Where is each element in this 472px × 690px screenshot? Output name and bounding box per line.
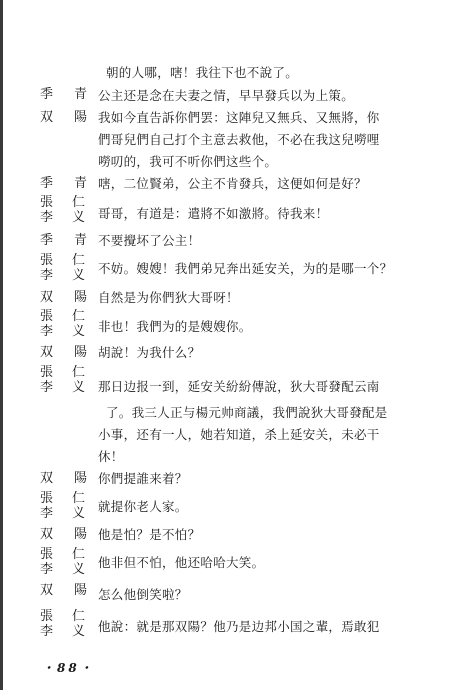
dialogue-line: 我如今直告訴你們罢：这陣兒又無兵、又無將，你 [98, 110, 380, 125]
dialogue-line: 非也！我們为的是嫂嫂你。 [98, 319, 252, 334]
speaker-label: 張 李 仁 义 [40, 195, 86, 225]
speaker-label: 双 陽 [40, 110, 88, 125]
dialogue-line: 公主还是念在夫妻之情，早早發兵以为上策。 [98, 88, 355, 103]
speaker-label: 張 李 仁 义 [40, 309, 86, 339]
dialogue-line: 嗐，二位賢弟，公主不肯發兵，这便如何是好？ [98, 176, 367, 191]
dialogue-line: 嘮叨的，我可不听你們这些个。 [98, 154, 278, 169]
dialogue-line: 休！ [98, 449, 124, 464]
speaker-label: 張 李 仁 义 [40, 365, 86, 395]
dialogue-line: 那日边报一到，延安关紛紛傳說，狄大哥發配云南 [98, 379, 380, 394]
speaker-label: 季 青 [40, 176, 88, 191]
page-spine-edge [0, 0, 3, 690]
dialogue-line: 他非但不怕，他还哈哈大笑。 [98, 555, 265, 570]
speaker-label: 張 李 仁 义 [40, 253, 86, 283]
dialogue-line: 不要攪坏了公主！ [98, 233, 201, 248]
speaker-label: 双 陽 [40, 527, 88, 542]
dialogue-line: 他是怕？是不怕？ [98, 527, 201, 542]
speaker-label: 張 李 仁 义 [40, 491, 86, 521]
dialogue-line: 哥哥，有道是：遣將不如激將。待我来！ [98, 206, 329, 221]
dialogue-line: 了。我三人正与楊元帅商議，我們說狄大哥發配是 [106, 405, 388, 420]
dialogue-line: 他說：就是那双陽？他乃是边邦小国之輩，焉敢犯 [98, 619, 380, 634]
speaker-label: 季 青 [40, 87, 88, 102]
dialogue-line: 你們提誰来着？ [98, 471, 188, 486]
speaker-label: 張 李 仁 义 [40, 609, 86, 639]
dialogue-line: 自然是为你們狄大哥呀！ [98, 290, 239, 305]
dialogue-line: 朝的人哪，嗐！我往下也不說了。 [106, 65, 299, 80]
speaker-label: 双 陽 [40, 290, 88, 305]
dialogue-line: 小事，还有一人，她若知道，杀上延安关，未必干 [98, 427, 380, 442]
speaker-label: 張 李 仁 义 [40, 547, 86, 577]
dialogue-line: 胡說！为我什么？ [98, 345, 201, 360]
page-number: ・88・ [42, 661, 95, 675]
dialogue-line: 怎么他倒笑啦？ [98, 587, 188, 602]
speaker-label: 季 青 [40, 233, 88, 248]
speaker-label: 双 陽 [40, 345, 88, 360]
speaker-label: 双 陽 [40, 583, 88, 598]
speaker-label: 双 陽 [40, 471, 88, 486]
dialogue-line: 就提你老人家。 [98, 499, 188, 514]
dialogue-line: 們哥兒們自己打个主意去救他，不必在我这兒嘮哩 [98, 132, 380, 147]
dialogue-line: 不妨。嫂嫂！我們弟兄奔出延安关，为的是哪一个？ [98, 261, 393, 276]
